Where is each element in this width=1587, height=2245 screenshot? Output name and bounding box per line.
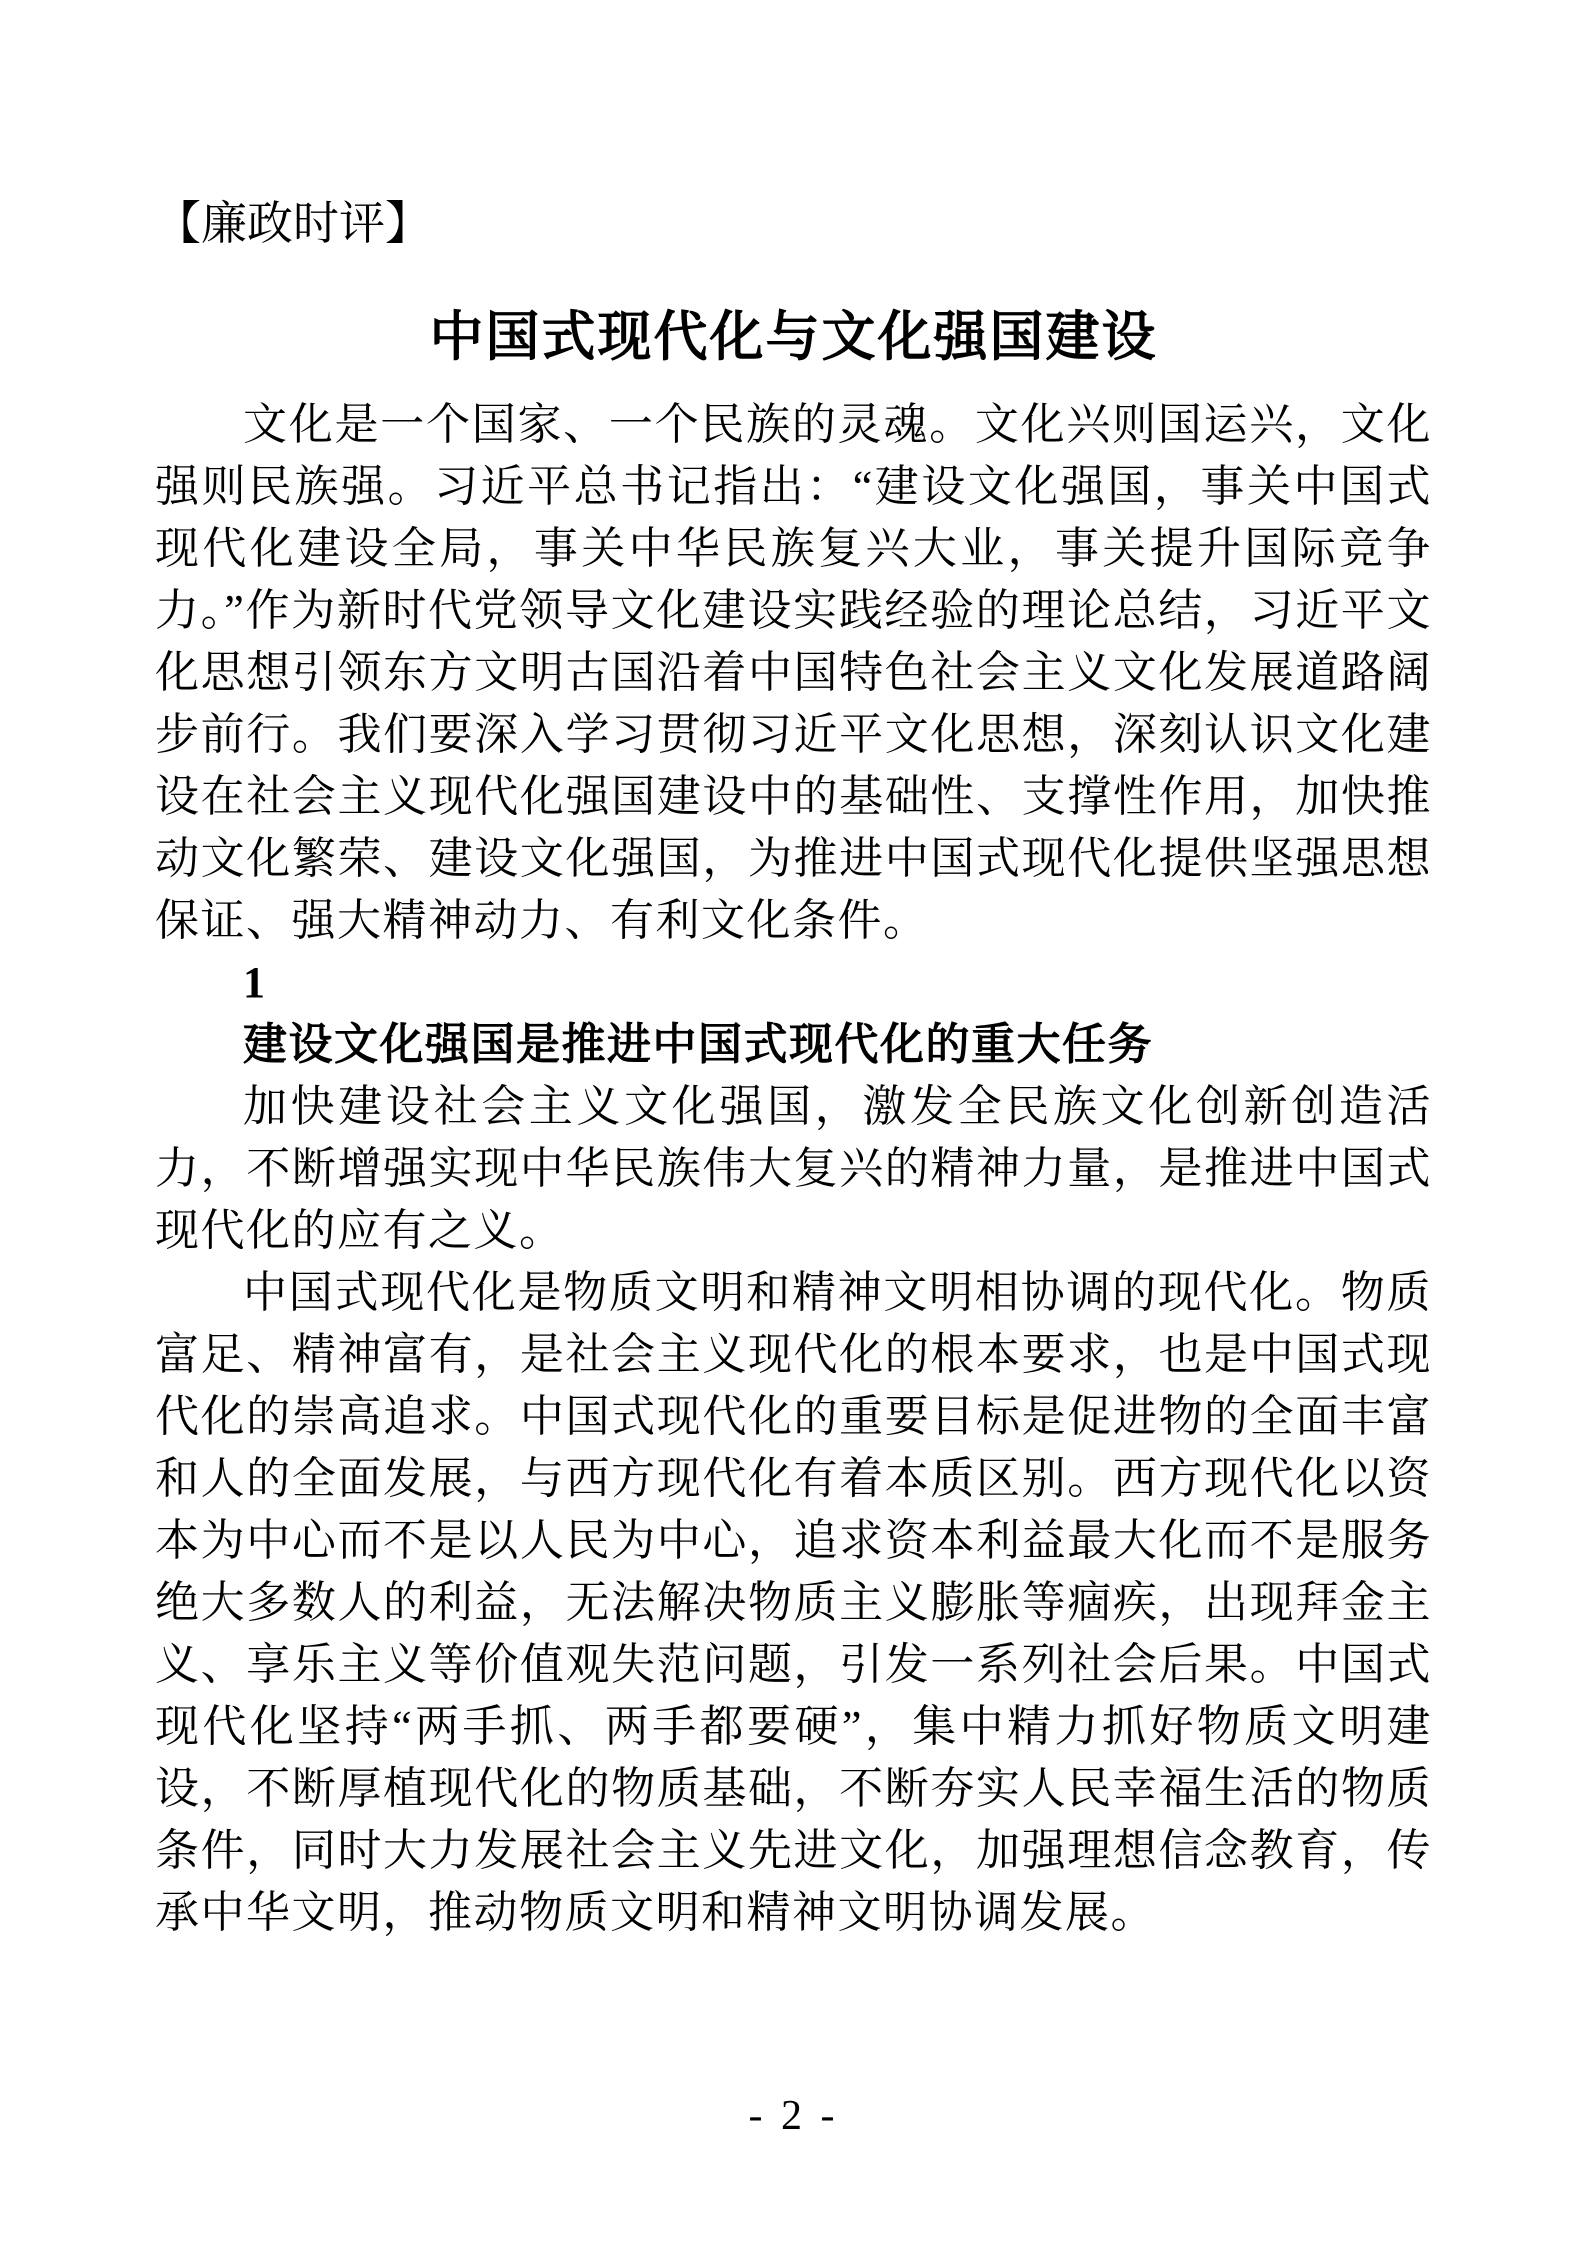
paragraph-section1-b: 中国式现代化是物质文明和精神文明相协调的现代化。物质富足、精神富有，是社会主义现代化的根本要求，也是中国式现代化的崇高追求。中国式现代化的重要目标是促进物的全面丰富和人的全面发展，与西方现代化有着本质区别。西方现代化以资本为中心而不是以人民为中心，追求资本利益最大化而不是服务绝大多数人的利益，无法解决物质主义膨胀等痼疾，出现拜金主义、享乐主义等价值观失范问题，引发一系列社会后果。中国式现代化坚持“两手抓、两手都要硬”，集中精力抓好物质文明建设，不断厚植现代化的物质基础，不断夯实人民幸福生活的物质条件，同时大力发展社会主义先进文化，加强理想信念教育，传承中华文明，推动物质文明和精神文明协调发展。 <box>155 1267 1432 1937</box>
document-title: 中国式现代化与文化强国建设 <box>429 307 1158 368</box>
paragraph-section1-a: 加快建设社会主义文化强国，激发全民族文化创新创造活力，不断增强实现中华民族伟大复兴的精神力量，是推进中国式现代化的应有之义。 <box>155 1081 1432 1255</box>
page-number: - 2 - <box>748 2093 839 2139</box>
paragraph-intro: 文化是一个国家、一个民族的灵魂。文化兴则国运兴，文化强则民族强。习近平总书记指出：“建设文化强国，事关中国式现代化建设全局，事关中华民族复兴大业，事关提升国际竞争力。”作为新时代党领导文化建设实践经验的理论总结，习近平文化思想引领东方文明古国沿着中国特色社会主义文化发展道路阔步前行。我们要深入学习贯彻习近平文化思想，深刻认识文化建设在社会主义现代化强国建设中的基础性、支撑性作用，加快推动文化繁荣、建设文化强国，为推进中国式现代化提供坚强思想保证、强大精神动力、有利文化条件。 <box>155 399 1432 945</box>
document-body <box>155 394 1432 1944</box>
section-number: 1 <box>243 957 267 1007</box>
category-label: 【廉政时评】 <box>155 198 431 249</box>
section-heading: 建设文化强国是推进中国式现代化的重大任务 <box>243 1019 1153 1069</box>
